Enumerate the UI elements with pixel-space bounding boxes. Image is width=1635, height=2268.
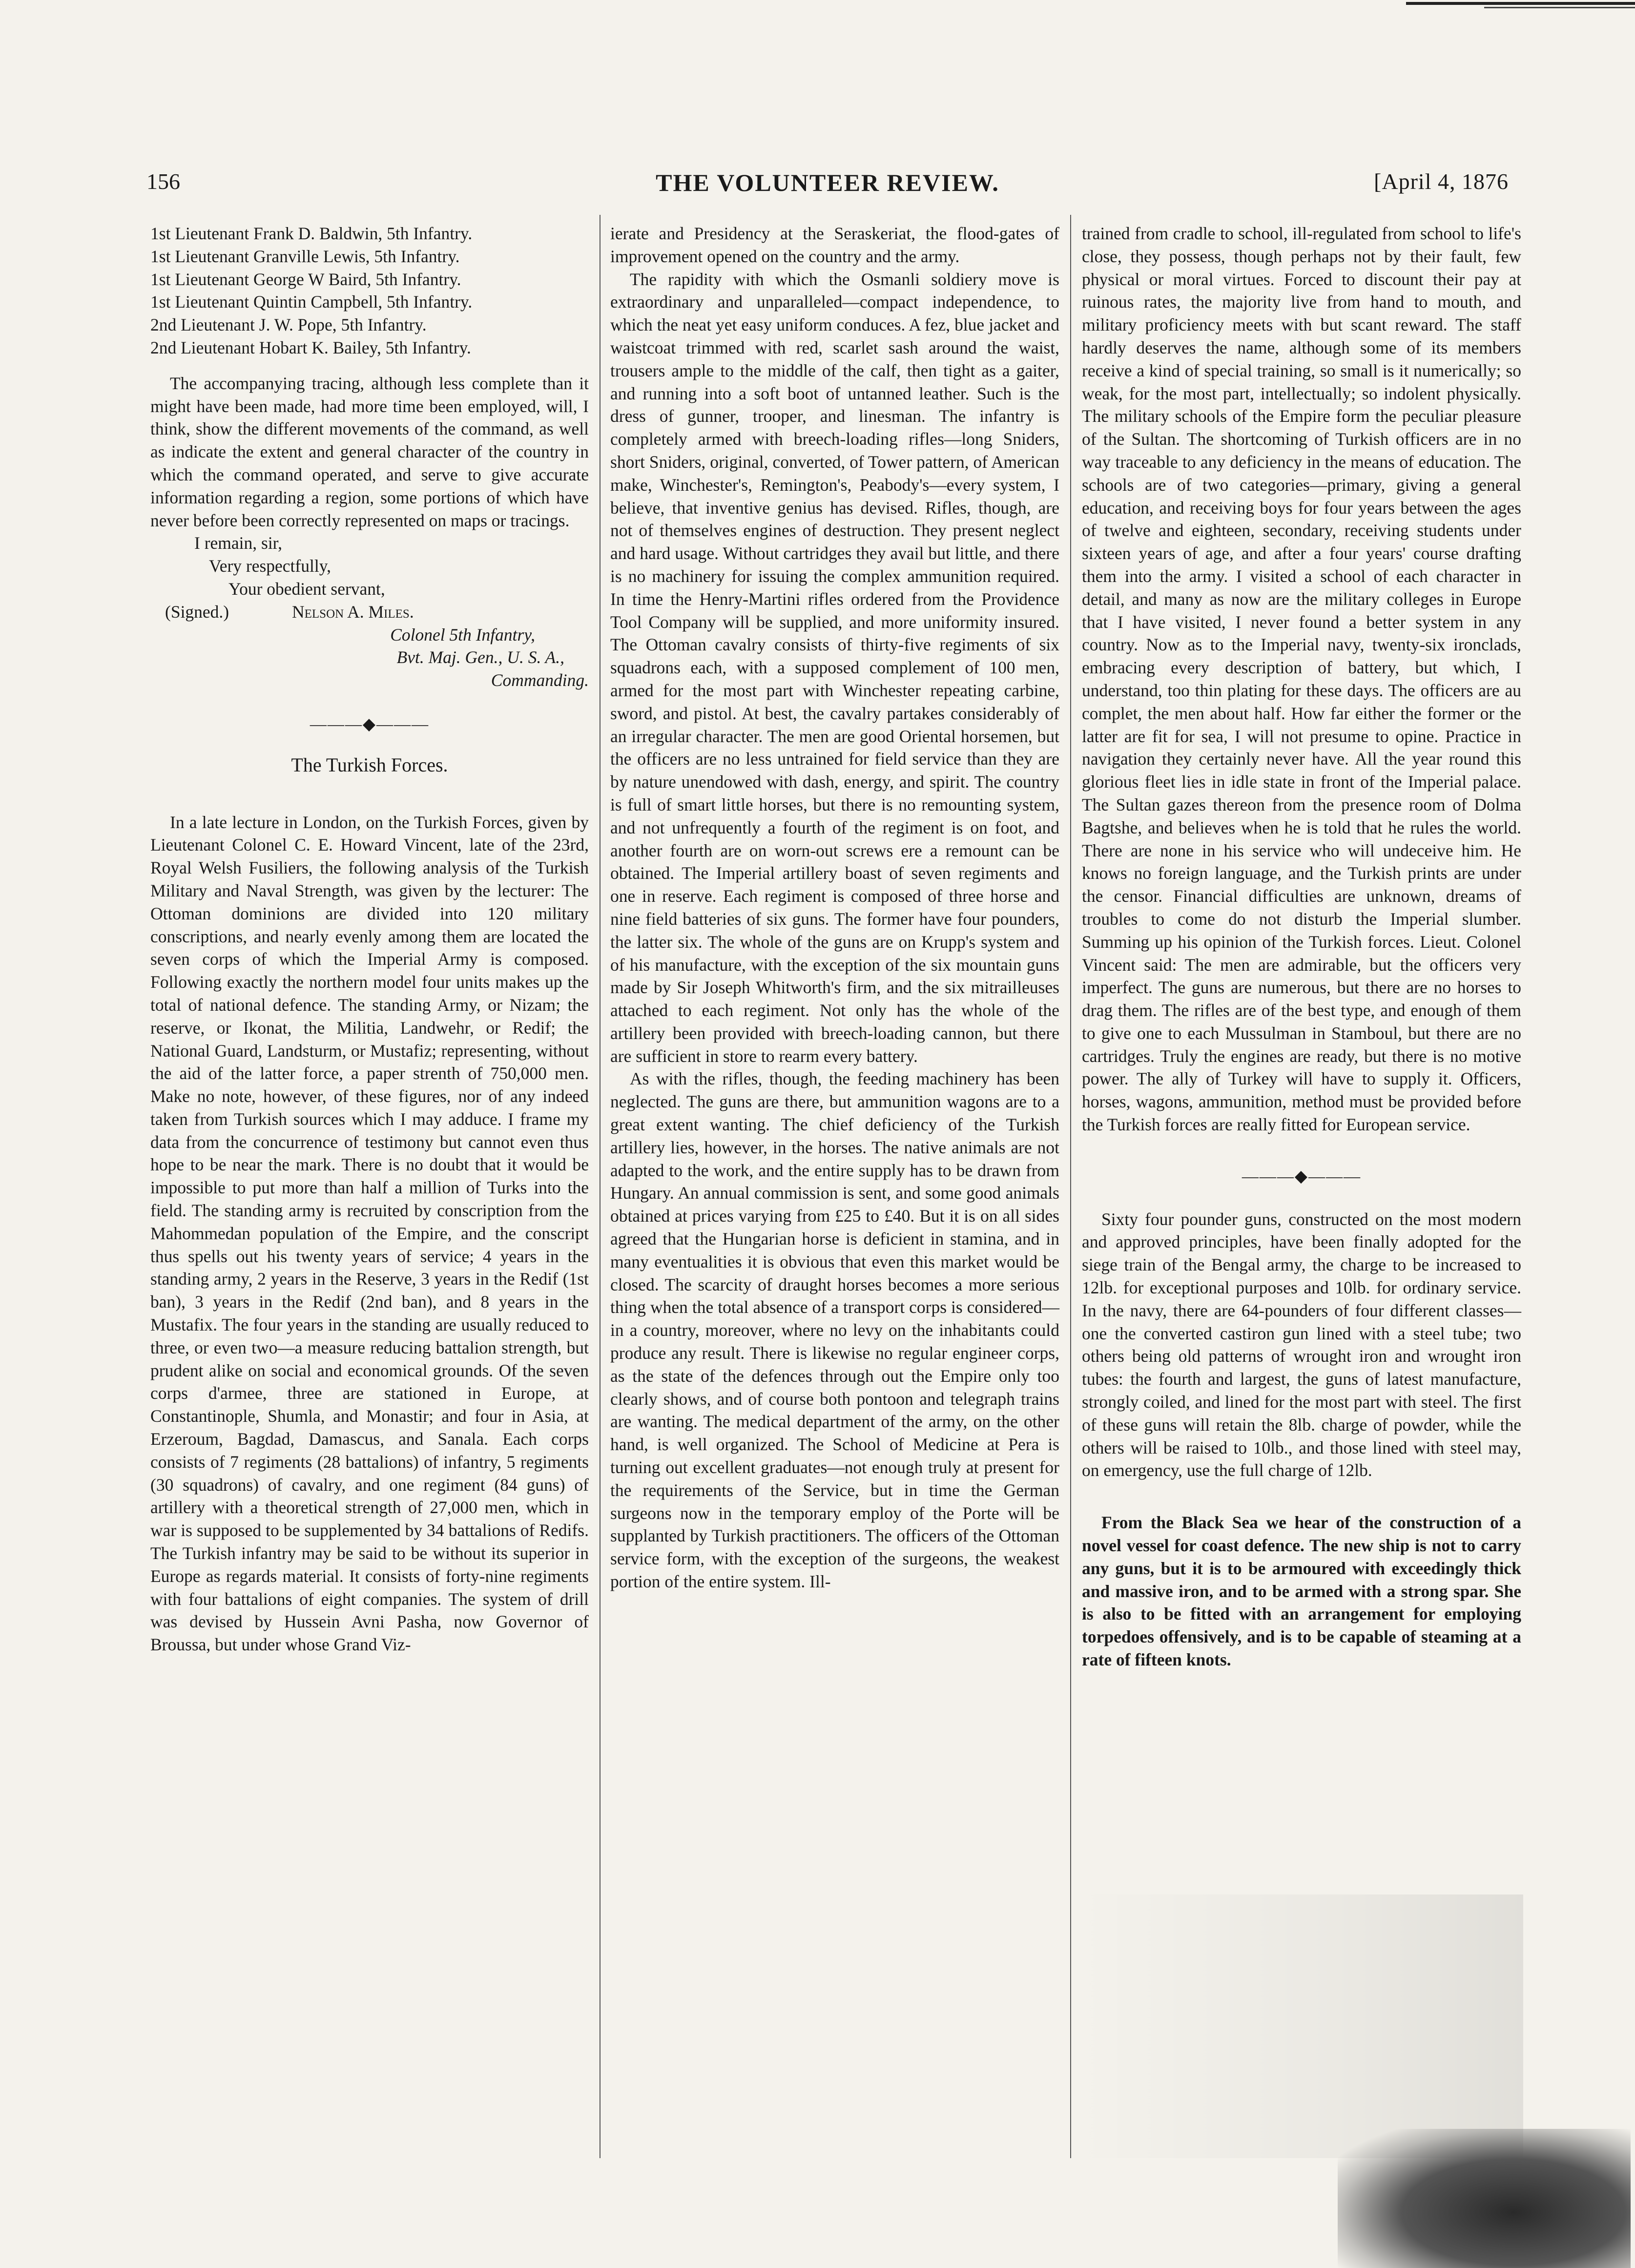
tracing-paragraph: The accompanying tracing, although less complete than it might have been made, had more time been employed, will, I think, show the different movements of the command, as well as indicate the extent and general character of the country in which the command operated, and serve to give accurate information regarding a region, some portions of which have never before been correctly represented on maps or tracings.	[150, 373, 589, 530]
news-item-guns: Sixty four pounder guns, constructed on the most modern and approved principles, have been finally adopted for the siege train of the Bengal army, the charge to be increased to 12lb. for exceptional purposes and 10lb. for ordinary service. In the navy, there are 64-pounders of four different classes—one the converted castiron gun lined with a steel tube; two others being old patterns of wrought iron and wrought iron tubes: the fourth and largest, the guns of latest manufacture, strongly coiled, and lined for the most part with steel. The first of these guns will retain the 8lb. charge of powder, while the others will be raised to 10lb., and those lined with steel may, on emergency, use the full charge of 12lb.	[1082, 1209, 1521, 1480]
signoff-line: Very respectfully,	[209, 556, 331, 576]
letter-signoff	[150, 532, 589, 692]
scan-shading	[1074, 1894, 1523, 2158]
signed-label: (Signed.)	[165, 602, 229, 622]
issue-date: [April 4, 1876	[1374, 169, 1509, 194]
signoff-line: I remain, sir,	[194, 533, 282, 553]
article-paragraph: ierate and Presidency at the Seraskeriat, the flood-gates of improvement opened on the country and the army.	[610, 224, 1059, 266]
article-paragraph: The rapidity with which the Osmanli soldiery move is extraordinary and unparalleled—compact independence, to which the neat yet easy uniform conduces. A fez, blue jacket and waistcoat trimmed with red, scarlet sash around the waist, trousers ample to the middle of the calf, then tight as a gaiter, and running into a soft boot of untanned leather. Such is the dress of gunner, trooper, and linesman. The infantry is completely armed with breech-loading rifles—long Sniders, short Sniders, original, converted, of Tower pattern, of American make, Winchester's, Remington's, Peabody's—every system, I believe, that inventive genius has devised. Rifles, though, are not of themselves engines of destruction. They present neglect and hard usage. Without cartridges they avail but little, and there is no machinery for issuing the complex ammunition required. In time the Henry-Martini rifles ordered from the Providence Tool Company will be supplied, and more uniformity insured. The Ottoman cavalry consists of thirty-five regiments of six squadrons each, with a supposed complement of 100 men, armed for the most part with Winchester repeating carbine, sword, and pistol. At best, the cavalry partakes considerably of an irregular character. The men are good Oriental horsemen, but the officers are no less untrained for field service than they are by nature unendowed with dash, energy, and spirit. The country is full of smart little horses, but there is no remounting system, and not unfrequently a fourth of the regiment is on foot, and another fourth are on worn-out screws ere a remount can be obtained. The Imperial artillery boast of seven regiments and one in reserve. Each regiment is composed of three horse and nine field batteries of six guns. The former have four pounders, the latter six. The whole of the guns are on Krupp's system and of his manufacture, with the exception of the six mountain guns made by Sir Joseph Whitworth's firm, and the six mitrailleuses attached to each regiment. Not only has the whole of the artillery been provided with breech-loading cannon, but there are sufficient in store to rearm every battery.	[610, 269, 1059, 1066]
officer-entry: 1st Lieutenant Granville Lewis, 5th Infantry.	[150, 246, 460, 266]
spacer	[1082, 1482, 1521, 1511]
signatory-rank: Commanding.	[491, 670, 589, 690]
officer-entry: 1st Lieutenant Frank D. Baldwin, 5th Infantry.	[150, 224, 473, 243]
officer-entry: 2nd Lieutenant J. W. Pope, 5th Infantry.	[150, 315, 427, 335]
officer-entry: 2nd Lieutenant Hobart K. Bailey, 5th Infantry.	[150, 337, 471, 357]
article-paragraph: As with the rifles, though, the feeding machinery has been neglected. The guns are there, but ammunition wagons are to a great extent wanting. The chief deficiency of the Turkish artillery lies, however, in the horses. The native animals are not adapted to the work, and the entire supply has to be drawn from Hungary. An annual commission is sent, and some good animals obtained at prices varying from £25 to £40. But it is on all sides agreed that the Hungarian horse is deficient in stamina, and in many eventualities it is obvious that even this market would be closed. The scarcity of draught horses becomes a more serious thing when the total absence of a transport corps is considered—in a country, moreover, where no levy on the inhabitants could produce any result. There is likewise no regular engineer corps, as the state of the defences through out the Empire only too clearly shows, and of course both pontoon and telegraph trains are wanting. The medical department of the army, on the other hand, is well organized. The School of Medicine at Pera is turning out excellent graduates—not enough truly at present for the requirements of the Service, but in time the German surgeons now in the temporary employ of the Porte will be supplanted by Turkish practitioners. The officers of the Ottoman service form, with the exception of the surgeons, the weakest portion of the entire system. Ill-	[610, 1069, 1059, 1592]
officer-entry: 1st Lieutenant George W Baird, 5th Infantry.	[150, 269, 461, 289]
page-header	[146, 168, 1509, 208]
signatory-rank: Bvt. Maj. Gen., U. S. A.,	[396, 647, 564, 667]
article-paragraph: In a late lecture in London, on the Turkish Forces, given by Lieutenant Colonel C. E. Howard Vincent, late of the 23rd, Royal Welsh Fusiliers, the following analysis of the Turkish Military and Naval Strength, was given by the lecturer: The Ottoman dominions are divided into 120 military conscriptions, and nearly evenly among them are located the seven corps of which the Imperial Army is composed. Following exactly the northern model four units makes up the total of national defence. The standing Army, or Nizam; the reserve, or Ikonat, the Militia, Landwehr, or Redif; the National Guard, Landsturm, or Mustafiz; representing, without the aid of the latter force, a paper strenth of 750,000 men. Make no note, however, of these figures, nor of any indeed taken from Turkish sources which I may adduce. I frame my data from the concurrence of testimony but cannot even thus hope to be near the mark. There is no doubt that it would be impossible to put more than half a million of Turks into the field. The standing army is recruited by conscription from the Mahommedan population of the Empire, and the conscript thus spells out his twenty years of service; 4 years in the standing army, 2 years in the Reserve, 3 years in the Redif (1st ban), 3 years in the Redif (2nd ban), and 8 years in the Mustafix. The four years in the standing are usually reduced to three, or even two—a measure reducing battalion strength, but prudent alike on social and economical grounds. Of the seven corps d'armee, three are stationed in Europe, at Constantinople, Shumla, and Monastir; and four in Asia, at Erzeroum, Bagdad, Damascus, and Sanala. Each corps consists of 7 regiments (28 battalions) of infantry, 5 regiments (30 squadrons) of cavalry, and one regiment (84 guns) of artillery with a theoretical strength of 27,000 men, which in war is supposed to be supplemented by 34 battalions of Redifs. The Turkish infantry may be said to be without its superior in Europe as regards material. It consists of forty-nine regiments with four battalions of eight companies. The system of drill was devised by Hussein Avni Pasha, now Governor of Broussa, but under whose Grand Viz-	[150, 812, 589, 1655]
top-edge-rule	[1406, 2, 1635, 5]
signatory-name: Nelson A. Miles.	[292, 602, 414, 622]
article-paragraph: trained from cradle to school, ill-regulated from school to life's close, they possess, though perhaps not by their fault, few physical or moral virtues. Forced to discount their pay at ruinous rates, the majority live from hand to mouth, and military proficiency meets with but scant reward. The staff hardly deserves the name, although some of its members receive a kind of special training, so small is it numerically; so weak, for the most part, intellectually; so indolent physically. The military schools of the Empire form the peculiar pleasure of the Sultan. The shortcoming of Turkish officers are in no way traceable to any deficiency in the means of education. The schools are of two categories—primary, giving a general education, and receiving boys for four years between the ages of twelve and eighteen, secondary, receiving students under sixteen years of age, and after a four years' course drafting them into the army. I visited a school of each character in detail, and many as now are the military colleges in Europe that I have visited, I never found a better system in any country. Now as to the Imperial navy, twenty-six ironclads, embracing every description of battery, but which, I understand, too thin plating for these days. The officers are au complet, the men about half. How far either the former or the latter are fit for sea, I will not presume to opine. Practice in navigation they certainly never have. All the year round this glorious fleet lies in idle state in front of the Imperial palace. The Sultan gazes thereon from the presence room of Dolma Bagtshe, and believes when he is told that he rules the world. There are none in his service who will undeceive him. He knows no foreign language, and the Turkish prints are under the censor. Financial difficulties are unknown, dreams of troubles to come do not disturb the Imperial slumber. Summing up his opinion of the Turkish forces. Lieut. Colonel Vincent said: The men are admirable, but the officers very imperfect. The guns are numerous, but there are no horses to drag them. The rifles are of the best type, and enough of them to give one to each Mussulman in Stamboul, but there are no cartridges. Truly the engines are ready, but there is no motive power. The ally of Turkey will have to supply it. Officers, horses, wagons, ammunition, method must be provided before the Turkish forces are really fitted for European service.	[1082, 224, 1521, 1135]
column-rule	[1070, 215, 1071, 2158]
page-number: 156	[146, 169, 180, 194]
news-item-black-sea: From the Black Sea we hear of the construction of a novel vessel for coast defence. The new ship is not to carry any guns, but it is to be armoured with exceedingly thick and massive iron, and to be armed with a strong spar. She is also to be fitted with an arrangement for employing torpedoes offensively, and is to be capable of steaming at a rate of fifteen knots.	[1082, 1513, 1521, 1670]
signoff-line: Your obedient servant,	[228, 579, 385, 599]
column-3	[1082, 222, 1521, 1671]
top-edge-rule-secondary	[1484, 7, 1635, 8]
section-divider: ———◆———	[310, 715, 430, 733]
officer-entry: 1st Lieutenant Quintin Campbell, 5th Infantry.	[150, 292, 473, 312]
signature-row	[150, 601, 589, 624]
column-2	[610, 222, 1059, 1593]
scan-ink-smudge	[1338, 2129, 1631, 2268]
section-title: The Turkish Forces.	[291, 753, 448, 776]
signatory-rank: Colonel 5th Infantry,	[390, 624, 535, 645]
officer-list	[150, 222, 589, 359]
masthead-title: THE VOLUNTEER REVIEW.	[656, 169, 999, 196]
section-divider: ———◆———	[1242, 1167, 1362, 1186]
column-1	[150, 222, 589, 1656]
